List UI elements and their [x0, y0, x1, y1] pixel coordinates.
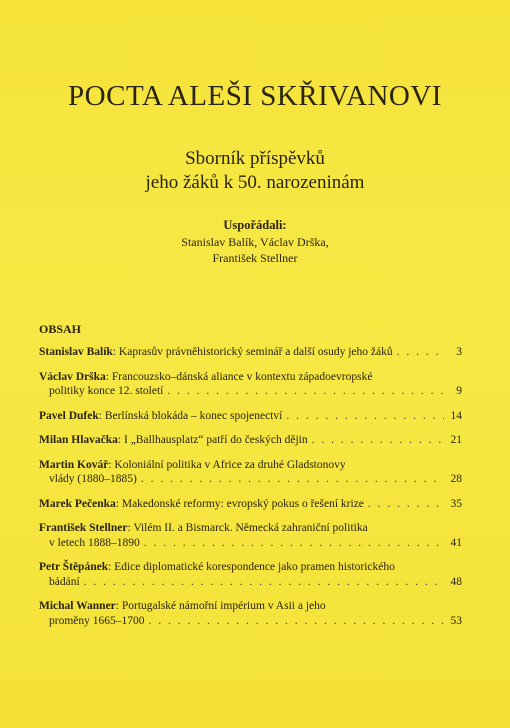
toc-entry-line — [39, 458, 462, 473]
toc-author: Pavel Dufek — [39, 409, 99, 422]
toc-dot-leader — [144, 536, 444, 551]
toc-entry-line — [39, 497, 462, 512]
toc-author: Marek Pečenka — [39, 497, 116, 510]
toc-entry-text — [39, 497, 364, 512]
toc-dot-leader — [141, 472, 444, 487]
table-of-contents — [39, 345, 462, 638]
toc-entry-text — [39, 521, 368, 536]
toc-entry-line — [39, 409, 462, 424]
toc-page-number: 3 — [456, 346, 462, 358]
toc-entry-line — [39, 536, 462, 551]
toc-entry — [39, 433, 462, 448]
toc-entry-line — [39, 384, 462, 399]
toc-separator: : — [127, 522, 134, 534]
toc-entry — [39, 521, 462, 550]
toc-separator: : — [115, 497, 122, 510]
toc-dot-leader — [84, 575, 444, 590]
editors-line-2: František Stellner — [212, 251, 298, 265]
toc-separator: : — [117, 434, 124, 446]
toc-separator: : — [115, 600, 122, 612]
toc-author: Petr Štěpánek — [39, 561, 109, 573]
toc-dot-leader — [149, 614, 444, 629]
toc-entry-line — [39, 345, 462, 360]
toc-title: Makedonské reformy: evropský pokus o řešení krize — [121, 497, 364, 510]
subtitle-line-2: jeho žáků k 50. narozeninám — [145, 172, 365, 193]
toc-separator: : — [112, 346, 119, 358]
toc-separator: : — [98, 409, 105, 422]
toc-author: František Stellner — [39, 522, 128, 534]
toc-separator: : — [108, 561, 115, 573]
toc-entry — [39, 458, 462, 487]
toc-entry-line — [39, 370, 462, 385]
toc-dot-leader — [167, 384, 444, 399]
toc-title-continued: v letech 1888–1890 — [49, 536, 140, 549]
toc-dot-leader — [312, 433, 444, 448]
toc-entry — [39, 497, 462, 512]
toc-title-continued: politiky konce 12. století — [49, 385, 164, 397]
toc-entry-line — [39, 575, 462, 590]
toc-title: Koloniální politika v Africe za druhé Gladstonovy — [114, 458, 346, 471]
toc-page-number: 9 — [456, 385, 462, 397]
toc-author: Michal Wanner — [39, 600, 116, 612]
toc-title: Francouzsko–dánská aliance v kontextu západoevropské — [111, 370, 373, 383]
toc-title: Vilém II. a Bismarck. Německá zahraniční politika — [133, 522, 368, 534]
toc-title-continued: proměny 1665–1700 — [49, 614, 145, 627]
toc-page-number: 14 — [450, 409, 462, 422]
toc-page-number: 35 — [450, 497, 462, 510]
toc-entry-line — [39, 521, 462, 536]
toc-title: Kaprasův právněhistorický seminář a další osudy jeho žáků — [118, 346, 393, 358]
toc-page-number: 48 — [450, 575, 462, 588]
toc-dot-leader — [397, 345, 444, 360]
toc-page-number: 28 — [450, 473, 462, 485]
toc-entry — [39, 560, 462, 589]
toc-title: Edice diplomatické korespondence jako pramen historického — [114, 561, 395, 573]
toc-entry-line — [39, 599, 462, 614]
toc-author: Milan Hlavačka — [39, 434, 118, 446]
book-title: POCTA ALEŠI SKŘIVANOVI — [68, 80, 442, 112]
toc-page-number: 53 — [450, 614, 462, 627]
toc-entry-line — [39, 560, 462, 575]
toc-entry — [39, 409, 462, 424]
toc-author: Martin Kovář — [39, 458, 109, 471]
toc-page-number: 21 — [450, 434, 462, 446]
toc-title: I „Ballhausplatz“ patří do českých dějin — [123, 434, 308, 446]
toc-title-continued: bádání — [49, 575, 80, 588]
toc-entry-text — [39, 345, 393, 360]
toc-entry — [39, 345, 462, 360]
toc-entry-text — [39, 433, 308, 448]
toc-dot-leader — [286, 409, 444, 424]
toc-entry-text — [39, 409, 282, 424]
toc-title: Portugalské námořní impérium v Asii a jeho — [121, 600, 326, 612]
toc-separator: : — [105, 370, 112, 383]
toc-entry-text — [39, 599, 326, 614]
toc-title-continued: vlády (1880–1885) — [49, 473, 137, 485]
toc-entry — [39, 599, 462, 628]
editors-line-1: Stanislav Balík, Václav Drška, — [181, 235, 329, 249]
toc-author: Václav Drška — [39, 370, 106, 383]
toc-entry-text — [39, 458, 346, 473]
toc-separator: : — [108, 458, 115, 471]
toc-dot-leader — [368, 497, 444, 512]
toc-author: Stanislav Balík — [39, 346, 113, 358]
toc-entry-text — [39, 370, 372, 385]
toc-entry-text — [39, 560, 395, 575]
toc-entry-line — [39, 433, 462, 448]
toc-heading: OBSAH — [39, 322, 82, 336]
toc-entry-line — [39, 472, 462, 487]
editors-label: Uspořádali: — [223, 218, 287, 232]
toc-title: Berlínská blokáda – konec spojenectví — [104, 409, 283, 422]
toc-entry-line — [39, 614, 462, 629]
subtitle-line-1: Sborník příspěvků — [185, 148, 325, 169]
toc-page-number: 41 — [450, 536, 462, 549]
toc-entry — [39, 370, 462, 399]
